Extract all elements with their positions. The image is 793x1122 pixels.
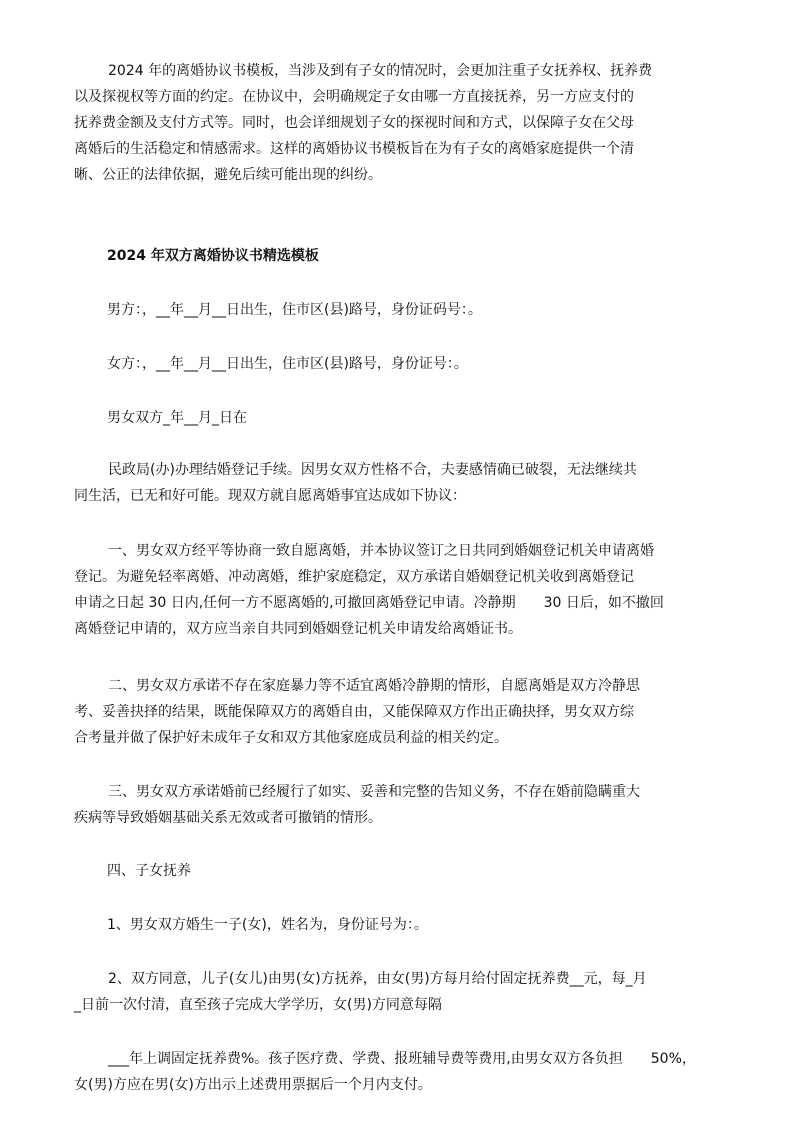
clause-2-paragraph bbox=[74, 673, 738, 751]
text-line: 离婚后的生活稳定和情感需求。这样的离婚协议书模板旨在为有子女的离婚家庭提供一个清 bbox=[74, 141, 634, 157]
intro-paragraph bbox=[74, 58, 738, 188]
female-party-line: 女方：，__年__月__日出生，住市区(县)路号，身份证号：。 bbox=[107, 356, 468, 372]
text-line: 2、双方同意，儿子(女儿)由男(女)方抚养，由女(男)方每月给付固定抚养费__元，每_月 bbox=[108, 971, 647, 987]
document-title: 2024 年双方离婚协议书精选模板 bbox=[107, 248, 319, 264]
text-line: 疾病等导致婚姻基础关系无效或者可撤销的情形。 bbox=[74, 810, 382, 826]
text-line: 同生活，已无和好可能。现双方就自愿离婚事宜达成如下协议： bbox=[74, 488, 466, 504]
text-line: _日前一次付清，直至孩子完成大学学历，女(男)方同意每隔 bbox=[74, 997, 442, 1013]
clause-4-item-3 bbox=[74, 1046, 738, 1098]
text-line: 登记。为避免轻率离婚、冲动离婚，维护家庭稳定，双方承诺自婚姻登记机关收到离婚登记 bbox=[74, 569, 634, 585]
both-parties-line: 男女双方_年__月_日在 bbox=[107, 410, 247, 426]
clause-4-heading: 四、子女抚养 bbox=[107, 863, 191, 879]
text-line: 女(男)方应在男(女)方出示上述费用票据后一个月内支付。 bbox=[74, 1077, 432, 1093]
clause-1-paragraph bbox=[74, 538, 738, 642]
text-line: 晰、公正的法律依据，避免后续可能出现的纠纷。 bbox=[74, 167, 382, 183]
male-party-line: 男方：，__年__月__日出生，住市区(县)路号，身份证码号：。 bbox=[107, 302, 482, 318]
registration-paragraph bbox=[74, 457, 738, 509]
clause-4-item-2 bbox=[74, 966, 738, 1018]
text-line: 考、妥善抉择的结果，既能保障双方的离婚自由，又能保障双方作出正确抉择，男女双方综 bbox=[74, 704, 634, 720]
text-line: 2024 年的离婚协议书模板，当涉及到有子女的情况时，会更加注重子女抚养权、抚养费 bbox=[108, 63, 653, 79]
clause-3-paragraph bbox=[74, 779, 738, 831]
text-line: 申请之日起 30 日内,任何一方不愿离婚的,可撤回离婚登记申请。冷静期 30 日后，如不撤回 bbox=[74, 595, 664, 611]
clause-4-item-1: 1、男女双方婚生一子(女)，姓名为，身份证号为：。 bbox=[107, 917, 428, 933]
text-line: 民政局(办)办理结婚登记手续。因男女双方性格不合，夫妻感情确已破裂，无法继续共 bbox=[108, 462, 637, 478]
text-line: 合考量并做了保护好未成年子女和双方其他家庭成员利益的相关约定。 bbox=[74, 730, 508, 746]
text-line: 一、男女双方经平等协商一致自愿离婚，并本协议签订之日共同到婚姻登记机关申请离婚 bbox=[108, 543, 654, 559]
text-line: 离婚登记申请的，双方应当亲自共同到婚姻登记机关申请发给离婚证书。 bbox=[74, 621, 522, 637]
text-line: 以及探视权等方面的约定。在协议中，会明确规定子女由哪一方直接抚养，另一方应支付的 bbox=[74, 89, 634, 105]
text-line: 抚养费金额及支付方式等。同时，也会详细规划子女的探视时间和方式，以保障子女在父母 bbox=[74, 115, 634, 131]
text-line: ___年上调固定抚养费%。孩子医疗费、学费、报班辅导费等费用,由男女双方各负担 50%， bbox=[108, 1051, 696, 1067]
text-line: 三、男女双方承诺婚前已经履行了如实、妥善和完整的告知义务，不存在婚前隐瞒重大 bbox=[108, 784, 640, 800]
text-line: 二、男女双方承诺不存在家庭暴力等不适宜离婚冷静期的情形，自愿离婚是双方冷静思 bbox=[108, 678, 640, 694]
